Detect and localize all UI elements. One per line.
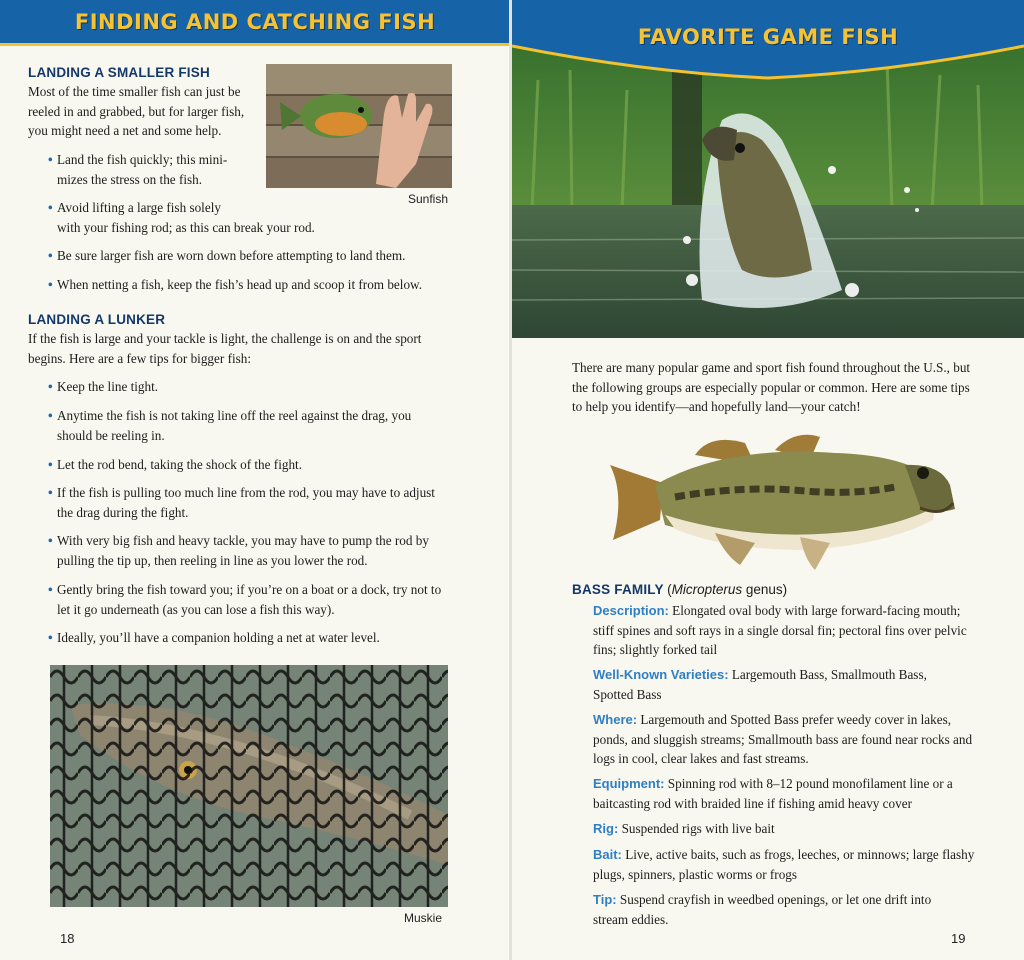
list-item	[48, 483, 488, 522]
family-name: BASS FAMILY	[572, 582, 664, 597]
genus-name: Micropterus	[671, 582, 743, 597]
left-page	[0, 0, 510, 960]
text-line: the drag during the fight.	[57, 504, 189, 520]
text-line: plugs, spinners, plastic worms or frogs	[593, 866, 798, 882]
row-description	[593, 601, 1003, 660]
list-item	[48, 531, 488, 570]
text-line: let it go underneath (as you can lose a fish this way).	[57, 601, 335, 617]
list-item	[48, 246, 488, 266]
bullet-icon: •	[48, 582, 53, 597]
text-line: With very big fish and heavy tackle, you may have to pump the rod by	[57, 533, 429, 548]
bullet-icon: •	[48, 248, 53, 263]
text-line: should be reeling in.	[57, 427, 165, 443]
right-page-title: FAVORITE GAME FISH	[637, 25, 899, 49]
text-line: begins. Here are a few tips for bigger fish:	[28, 350, 252, 366]
list-item	[48, 275, 488, 295]
text-line: with your fishing rod; as this can break your rod.	[57, 219, 315, 235]
text-line: stiff spines and soft rays in a single dorsal fin; pectoral fins over pelvic	[593, 622, 967, 638]
row-label: Where:	[593, 712, 638, 727]
text-line: Suspend crayfish in weedbed openings, or let one drift into	[616, 892, 932, 907]
text-line: If the fish is pulling too much line from the rod, you may have to adjust	[57, 485, 435, 500]
list-item	[48, 377, 488, 397]
row-equipment	[593, 774, 1003, 813]
text-line: When netting a fish, keep the fish’s head up and scoop it from below.	[57, 277, 423, 292]
text-line: Gently bring the fish toward you; if you’re on a boat or a dock, try not to	[57, 582, 442, 597]
text-line: fins; slightly forked tail	[593, 642, 718, 657]
text-line: Suspended rigs with live bait	[618, 821, 775, 836]
row-rig	[593, 819, 1003, 839]
left-page-title: FINDING AND CATCHING FISH	[74, 10, 436, 34]
genus-suffix: genus)	[742, 582, 788, 597]
bullet-icon: •	[48, 533, 53, 548]
text-line: Keep the line tight.	[57, 379, 159, 394]
bullet-icon: •	[48, 630, 53, 645]
text-line: mizes the stress on the fish.	[57, 171, 203, 187]
bullet-icon: •	[48, 379, 53, 394]
row-label: Rig:	[593, 821, 619, 836]
row-label: Bait:	[593, 847, 622, 862]
section-heading-lunker: LANDING A LUNKER	[28, 312, 166, 327]
bullet-icon: •	[48, 485, 53, 500]
text-line: logs in cool, clear lakes and fast streams.	[593, 751, 809, 766]
text-line: Spotted Bass	[593, 686, 662, 702]
page-number-left: 18	[60, 931, 75, 946]
bullet-icon: •	[48, 408, 53, 423]
section-heading-smaller-fish: LANDING A SMALLER FISH	[28, 65, 210, 80]
list-item	[48, 455, 488, 475]
smaller-fish-intro	[28, 82, 263, 141]
text-line: Live, active baits, such as frogs, leeches, or minnows; large flashy	[621, 847, 975, 862]
text-line: Largemouth Bass, Smallmouth Bass,	[728, 667, 927, 682]
text-line: Elongated oval body with large forward-facing mouth;	[668, 603, 961, 618]
text-line: Anytime the fish is not taking line off the reel against the drag, you	[57, 408, 412, 423]
row-tip	[593, 890, 1003, 929]
list-item	[48, 150, 263, 189]
sunfish-caption: Sunfish	[408, 192, 449, 206]
text-line: Largemouth and Spotted Bass prefer weedy cover in lakes,	[637, 712, 952, 727]
row-label: Description:	[593, 603, 669, 618]
bullet-icon: •	[48, 200, 53, 215]
left-page-header	[0, 0, 510, 46]
row-bait	[593, 845, 1003, 884]
page-number-right: 19	[951, 931, 966, 946]
text-line: Let the rod bend, taking the shock of the fight.	[57, 457, 303, 472]
list-item	[48, 580, 488, 619]
list-item	[48, 628, 488, 648]
text-line: baitcasting rod with braided line if fishing amid heavy cover	[593, 795, 912, 811]
sunfish-photo	[266, 64, 452, 188]
text-line: If the fish is large and your tackle is light, the challenge is on and the sport	[28, 331, 422, 346]
text-line: to help you identify—and hopefully land—your catch!	[572, 399, 861, 414]
row-label: Tip:	[593, 892, 617, 907]
list-item	[48, 406, 488, 445]
muskie-caption: Muskie	[404, 911, 443, 925]
text-line: Most of the time smaller fish can just be	[28, 84, 241, 99]
muskie-photo	[50, 665, 448, 907]
text-line: Avoid lifting a large fish solely	[57, 200, 221, 215]
text-line: the following groups are especially popular or common. Here are some tips	[572, 379, 970, 395]
bullet-icon: •	[48, 277, 53, 292]
text-line: Spinning rod with 8–12 pound monofilament line or a	[664, 776, 953, 791]
row-label: Well-Known Varieties:	[593, 667, 729, 682]
bass-family-heading	[572, 582, 787, 598]
row-label: Equipment:	[593, 776, 665, 791]
bullet-icon: •	[48, 457, 53, 472]
text-line: reeled in and grabbed, but for larger fish,	[28, 103, 245, 119]
bullet-icon: •	[48, 152, 53, 167]
game-fish-intro	[572, 358, 1012, 417]
text-line: ponds, and sluggish streams; Smallmouth bass are found near rocks and	[593, 731, 973, 747]
text-line: There are many popular game and sport fish found throughout the U.S., but	[572, 360, 971, 375]
lunker-intro	[28, 329, 498, 368]
genus-paren: (	[667, 582, 672, 597]
text-line: Be sure larger fish are worn down before attempting to land them.	[57, 248, 406, 263]
text-line: Land the fish quickly; this mini-	[57, 152, 228, 167]
largemouth-bass-image	[605, 425, 955, 575]
row-where	[593, 710, 1003, 769]
text-line: pulling the tip up, then reeling in line as you lower the rod.	[57, 552, 368, 568]
text-line: stream eddies.	[593, 911, 669, 927]
list-item	[48, 198, 468, 237]
row-varieties	[593, 665, 1003, 704]
text-line: Ideally, you’ll have a companion holding a net at water level.	[57, 630, 380, 645]
text-line: you might need a net and some help.	[28, 123, 222, 138]
